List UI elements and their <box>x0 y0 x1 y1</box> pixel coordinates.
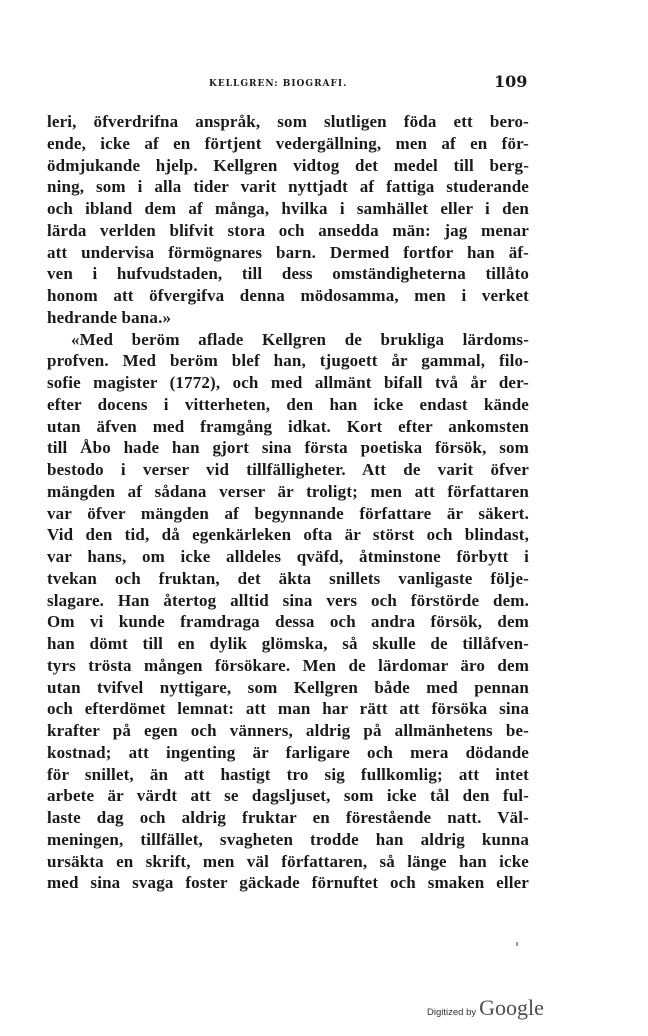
text-line: utan tvifvel nyttigare, som Kellgren både med pennan <box>47 677 529 697</box>
text-line: Om vi kunde framdraga dessa och andra försök, dem <box>47 612 529 632</box>
text-line: kostnad; att ingenting är farligare och mera dödande <box>47 742 529 762</box>
text-line: bestodo i verser vid tillfälligheter. Att de varit öfver <box>47 460 529 479</box>
text-line: laste dag och aldrig fruktar en förestående natt. Väl- <box>47 808 529 827</box>
text-line: och efterdömet lemnat: att man har rätt att försöka sina <box>47 699 529 719</box>
text-line: ning, som i alla tider varit nyttjadt af fattiga studerande <box>47 177 529 197</box>
text-line: för snillet, än att hastigt tro sig fullkomlig; att intet <box>47 764 529 784</box>
text-line: att undervisa förmögnares barn. Dermed fortfor han äf- <box>47 242 529 262</box>
text-line: sofie magister (1772), och med allmänt bifall två år der- <box>47 373 529 392</box>
text-line: arbete är värdt att se dagsljuset, som icke tål den ful- <box>47 786 529 806</box>
text-line: krafter på egen och vänners, aldrig på allmänhetens be- <box>47 721 529 740</box>
paragraph-start-line: «Med beröm aflade Kellgren de brukliga lärdoms- <box>71 329 529 349</box>
google-logo: Google <box>479 995 544 1020</box>
text-line: var hans, om icke alldeles qväfd, åtminstone förbytt i <box>47 547 529 566</box>
digitized-by-watermark <box>427 995 544 1021</box>
text-line: Vid den tid, då egenkärleken ofta är störst och blindast, <box>47 525 529 545</box>
text-line: leri, öfverdrifna anspråk, som slutligen föda ett bero- <box>47 112 529 131</box>
text-line: meningen, tillfället, svagheten trodde han aldrig kunna <box>47 829 529 849</box>
text-line: profven. Med beröm blef han, tjugoett år gammal, filo- <box>47 351 529 371</box>
text-line: med sina svaga foster gäckade förnuftet och smaken eller <box>47 873 529 893</box>
running-head: KELLGREN: BIOGRAFI. <box>209 79 348 89</box>
text-line: lärda verlden blifvit stora och ansedda män: jag menar <box>47 220 529 240</box>
text-line: han dömt till en dylik glömska, så skulle de tillåfven- <box>47 634 529 653</box>
text-line: till Åbo hade han gjort sina första poetiska försök, som <box>47 438 529 458</box>
text-line: efter docens i vitterheten, den han icke endast kände <box>47 394 529 414</box>
text-line: var öfver mängden af begynnande författare är säkert. <box>47 503 529 523</box>
text-line: utan äfven med framgång idkat. Kort efter ankomsten <box>47 416 529 436</box>
body-text <box>47 111 529 894</box>
text-line: mängden af sådana verser är troligt; men att författaren <box>47 481 529 501</box>
text-line: ödmjukande hjelp. Kellgren vidtog det medel till berg- <box>47 155 529 175</box>
text-line: ende, icke af en förtjent vedergällning, men af en för- <box>47 133 529 153</box>
text-line: honom att öfvergifva denna mödosamma, men i verket <box>47 286 529 305</box>
text-line: tvekan och fruktan, det äkta snillets vanligaste följe- <box>47 568 529 588</box>
scan-speck <box>516 942 518 946</box>
text-line: hedrande bana.» <box>47 307 172 327</box>
digitized-by-label: Digitized by <box>427 1007 477 1018</box>
page-number: 109 <box>494 72 528 91</box>
text-line: tyrs trösta mången försökare. Men de lärdomar äro dem <box>47 655 529 675</box>
text-line: ursäkta en skrift, men väl författaren, så länge han icke <box>47 851 529 871</box>
text-line: ven i hufvudstaden, till dess omständigheterna tillåto <box>47 264 529 284</box>
text-line: slagare. Han återtog alltid sina vers och förstörde dem. <box>47 590 529 610</box>
text-line: och ibland dem af många, hvilka i samhället eller i den <box>47 199 529 218</box>
